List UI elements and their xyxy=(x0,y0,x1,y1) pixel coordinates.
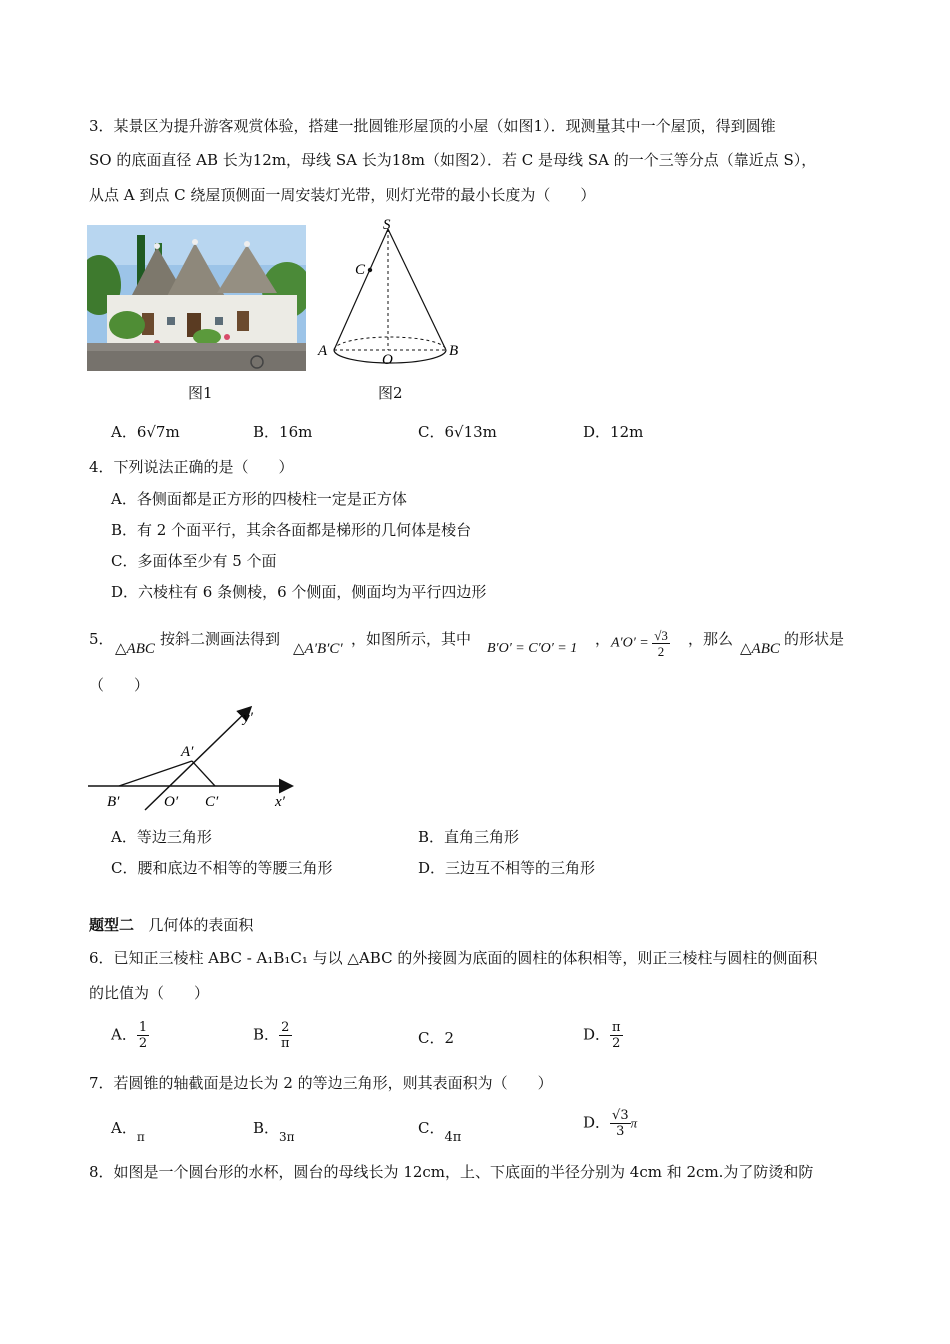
q4-option-a[interactable]: A．各侧面都是正方形的四棱柱一定是正方体 xyxy=(111,490,407,508)
q3-option-b[interactable]: B．16m xyxy=(253,423,313,441)
q6-option-a[interactable]: A． $\frac{1}{2}$ xyxy=(111,1020,148,1051)
q5-text-3: ，那么 xyxy=(688,630,734,648)
label-O: O xyxy=(382,352,393,368)
label-a-prime: A′ xyxy=(181,744,194,760)
base-back-arc xyxy=(334,337,446,350)
q4-option-b[interactable]: B．有 2 个面平行，其余各面都是梯形的几何体是棱台 xyxy=(111,521,472,539)
figure-2-caption: 图2 xyxy=(378,384,403,402)
y-axis xyxy=(145,708,250,810)
q6-option-c[interactable]: C．2 xyxy=(418,1029,455,1047)
q5-option-c[interactable]: C．腰和底边不相等的等腰三角形 xyxy=(111,859,333,877)
label-y-prime: y′ xyxy=(243,710,253,726)
label-S: S xyxy=(383,217,391,233)
q3-option-c[interactable]: C．6√13m xyxy=(418,423,497,441)
q3-line-3: 从点 A 到点 C 绕屋顶侧面一周安装灯光带，则灯光带的最小长度为（ ） xyxy=(89,186,596,204)
figure-1-caption: 图1 xyxy=(188,384,213,402)
q4-option-d[interactable]: D．六棱柱有 6 条侧棱，6 个侧面，侧面均为平行四边形 xyxy=(111,583,487,601)
q5-text-2: ，如图所示，其中 xyxy=(351,630,472,648)
q5-number: 5． xyxy=(89,630,114,648)
q5-text-1: 按斜二测画法得到 xyxy=(160,630,281,648)
q5-triangle-abc-prime: △A′B′C′ xyxy=(293,641,343,657)
cone-side-right xyxy=(388,229,446,350)
label-C: C xyxy=(355,262,366,278)
section-label: 题型二 xyxy=(89,916,135,934)
q6-line-1: 6．已知正三棱柱 ABC - A₁B₁C₁ 与以 △ABC 的外接圆为底面的圆柱的体积相等，则正三棱柱与圆柱的侧面积 xyxy=(89,949,818,967)
q5-option-b[interactable]: B．直角三角形 xyxy=(418,828,520,846)
segment-BA xyxy=(119,761,192,786)
q7-option-d[interactable]: D． $\frac{√3}{3}$ π xyxy=(583,1108,638,1139)
q3-line-1: 3．某景区为提升游客观赏体验，搭建一批圆锥形屋顶的小屋（如图1）．现测量其中一个屋顶，得到圆锥 xyxy=(89,117,776,135)
cone-diagram xyxy=(315,215,465,370)
trulli-houses-photo xyxy=(87,225,306,371)
label-c-prime: C′ xyxy=(205,794,219,810)
q3-option-d[interactable]: D．12m xyxy=(583,423,644,441)
label-b-prime: B′ xyxy=(107,794,120,810)
q8-line-1: 8．如图是一个圆台形的水杯，圆台的母线长为 12cm，上、下底面的半径分别为 4cm 和 2cm.为了防烫和防 xyxy=(89,1163,814,1181)
q5-equation-1: B′O′ = C′O′ = 1 xyxy=(487,641,578,656)
q5-text-4: 的形状是 xyxy=(784,630,845,648)
section-heading xyxy=(89,914,253,936)
label-B: B xyxy=(449,343,459,359)
q4-stem: 4．下列说法正确的是（ ） xyxy=(89,458,294,476)
cone-side-left xyxy=(334,229,388,350)
q3-line-2: SO 的底面直径 AB 长为12m，母线 SA 长为18m（如图2）．若 C 是母线 SA 的一个三等分点（靠近点 S）， xyxy=(89,151,817,169)
q5-equation-2: A′O′ = $\frac{√3}{2}$ xyxy=(611,628,668,659)
q5-line-2: （ ） xyxy=(89,676,150,694)
q5-triangle-abc: △ABC xyxy=(115,641,155,657)
q5-comma: ， xyxy=(595,630,611,648)
q6-option-d[interactable]: D． $\frac{\pi}{2}$ xyxy=(583,1020,621,1051)
section-title: 几何体的表面积 xyxy=(148,916,254,934)
oblique-axis-diagram xyxy=(85,700,300,815)
q5-triangle-abc-2: △ABC xyxy=(740,641,780,657)
q3-option-a[interactable]: A．6√7m xyxy=(111,423,180,441)
q6-option-b[interactable]: B． $\frac{2}{\pi}$ xyxy=(253,1020,290,1051)
q6-line-2: 的比值为（ ） xyxy=(89,984,210,1002)
q7-option-a[interactable]: A．$_\pi$ xyxy=(111,1119,145,1144)
label-o-prime: O′ xyxy=(164,794,179,810)
q5-option-d[interactable]: D．三边互不相等的三角形 xyxy=(418,859,596,877)
label-A: A xyxy=(318,343,328,359)
q7-option-c[interactable]: C．4π xyxy=(418,1119,462,1145)
point-C xyxy=(368,268,372,272)
q7-stem: 7．若圆锥的轴截面是边长为 2 的等边三角形，则其表面积为（ ） xyxy=(89,1074,553,1092)
label-x-prime: x′ xyxy=(275,794,285,810)
q5-option-a[interactable]: A．等边三角形 xyxy=(111,828,212,846)
q4-option-c[interactable]: C．多面体至少有 5 个面 xyxy=(111,552,277,570)
segment-AC xyxy=(192,761,215,786)
q7-option-b[interactable]: B．$_{3\pi}$ xyxy=(253,1119,295,1144)
